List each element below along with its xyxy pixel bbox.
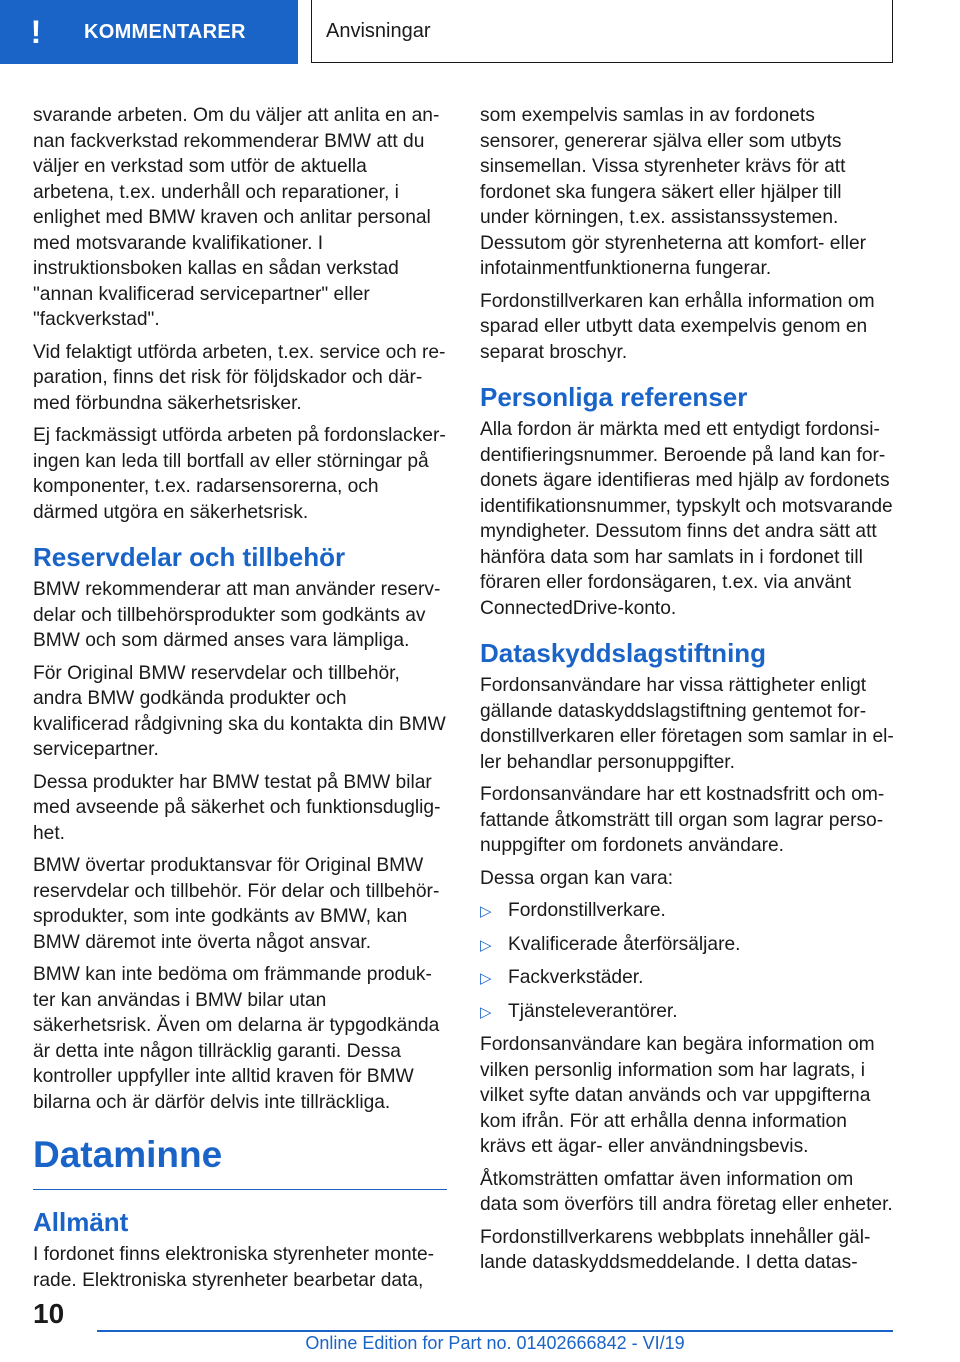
list-item [480,932,894,959]
heading-personal-references: Personliga referenser [480,382,748,412]
paragraph: BMW övertar produktansvar för Original BMW reservdelar och tillbehör. För delar och tillbehörsprodukter, som inte godkänts av BMW, kan BMW däremot inte överta något ansvar. [33,855,440,953]
list-item-text: Tjänsteleverantörer. [508,1000,678,1022]
paragraph: som exempelvis samlas in av fordonets sensorer, genererar själva eller som utbyts sinsemellan. Vissa styrenheter krävs för att fordonet ska fungera säkert eller hjälper till under körningen, t.ex. assistanssystemen. Dessutom gör styrenheterna att komfort- eller infotainmentfunktionerna fungerar. [480,105,867,279]
right-column [480,103,894,1283]
paragraph: Fordonsanvändare har ett kostnadsfritt och omfattande åtkomsträtt till organ som lagrar personuppgifter om fordonets användare. [480,784,885,856]
paragraph: Dessa produkter har BMW testat på BMW bilar med avseende på säkerhet och funktionsduglighet. [33,771,441,844]
heading-parts-accessories: Reservdelar och tillbehör [33,542,346,572]
triangle-bullet-icon: ▷ [480,903,492,920]
paragraph: Alla fordon är märkta med ett entydigt fordonsidentifieringsnummer. Beroende på land kan fordonets ägare identifieras med hjälp av fordonets identifikationsnummer, typskylt och motsvarande myndigheter. Dessutom finns det andra sätt att hänföra data som har samlats in i fordonet till föraren eller fordonsägaren, t.ex. via använt ConnectedDrive-konto. [480,419,893,619]
paragraph: Dessa organ kan vara: [480,867,674,889]
paragraph: I fordonet finns elektroniska styrenheter monterade. Elektroniska styrenheter bearbetar data, [33,1244,435,1291]
header-tab [0,0,298,64]
paragraph: Åtkomsträtten omfattar även information om data som överförs till andra företag eller enheter. [480,1168,893,1215]
triangle-bullet-icon: ▷ [480,936,492,954]
heading-data-protection: Dataskyddslagstiftning [480,638,767,668]
paragraph: Ej fackmässigt utförda arbeten på fordonslackeringen kan leda till bortfall av eller störningar på komponenter, t.ex. radarsensorerna, och därmed utgöra en säkerhetsrisk. [33,425,446,523]
footer-edition: Online Edition for Part no. 01402666842 - VI/19 [305,1333,685,1353]
paragraph: svarande arbeten. Om du väljer att anlita en annan fackverkstad rekommenderar BMW att du väljer en verkstad som utför de aktuella arbetena, t.ex. underhåll och reparationer, i enlighet med BMW kraven och anlitar personal med motsvarande kvalifikationer. I instruktionsboken kallas en sådan verkstad "annan kvalificerad servicepartner" eller "fackverkstad". [33,105,440,330]
paragraph: Vid felaktigt utförda arbeten, t.ex. service och reparation, finns det risk för följdskador och därmed förbundna säkerhetsrisker. [33,341,446,414]
paragraph: Fordonstillverkarens webbplats innehåller gällande dataskyddsmeddelande. I detta datas- [480,1226,871,1273]
paragraph: Fordonstillverkaren kan erhålla information om sparad eller utbytt data exempelvis genom en separat broschyr. [480,290,875,363]
page-number: 10 [33,1298,65,1329]
triangle-bullet-icon: ▷ [480,970,492,987]
exclamation-icon: ! [30,14,42,50]
list-item [480,898,894,925]
paragraph: För Original BMW reservdelar och tillbehör, andra BMW godkända produkter och kvalificerad rådgivning ska du kontakta din BMW servicepartner. [33,662,446,760]
chapter-title-data-memory: Dataminne [33,1133,447,1190]
paragraph: BMW kan inte bedöma om främmande produkter kan användas i BMW bilar utan säkerhetsrisk. Även om delarna är typgodkända är detta inte någon tillräcklig garanti. Dessa kontroller uppfyller inte alltid kraven för BMW bilarna och är därför delvis inte tillräckliga. [33,964,440,1113]
list-item [480,999,894,1026]
footer-divider [97,1330,893,1332]
left-column [33,103,447,1300]
list-item-text: Fackverkstäder. [508,967,644,988]
paragraph: Fordonsanvändare kan begära information om vilken personlig information som har lagrats, i vilket syfte datan används och var uppgifterna kom ifrån. För att erhålla denna information krävs ett ägar- eller användningsbevis. [480,1034,875,1157]
list-item-text: Fordonstillverkare. [508,900,666,921]
header-tab-label: KOMMENTARER [84,20,246,43]
paragraph: BMW rekommenderar att man använder reservdelar och tillbehörsprodukter som godkänts av BMW och som därmed anses vara lämpliga. [33,579,441,651]
section-title: Anvisningar [311,0,893,63]
heading-general: Allmänt [33,1207,129,1237]
paragraph: Fordonsanvändare har vissa rättigheter enligt gällande dataskyddslagstiftning gentemot fordonstillverkaren eller företagen som samlar in eller behandlar personuppgifter. [480,675,894,773]
list-item-text: Kvalificerade återförsäljare. [508,933,741,955]
list-item [480,965,894,992]
triangle-bullet-icon: ▷ [480,1003,492,1021]
